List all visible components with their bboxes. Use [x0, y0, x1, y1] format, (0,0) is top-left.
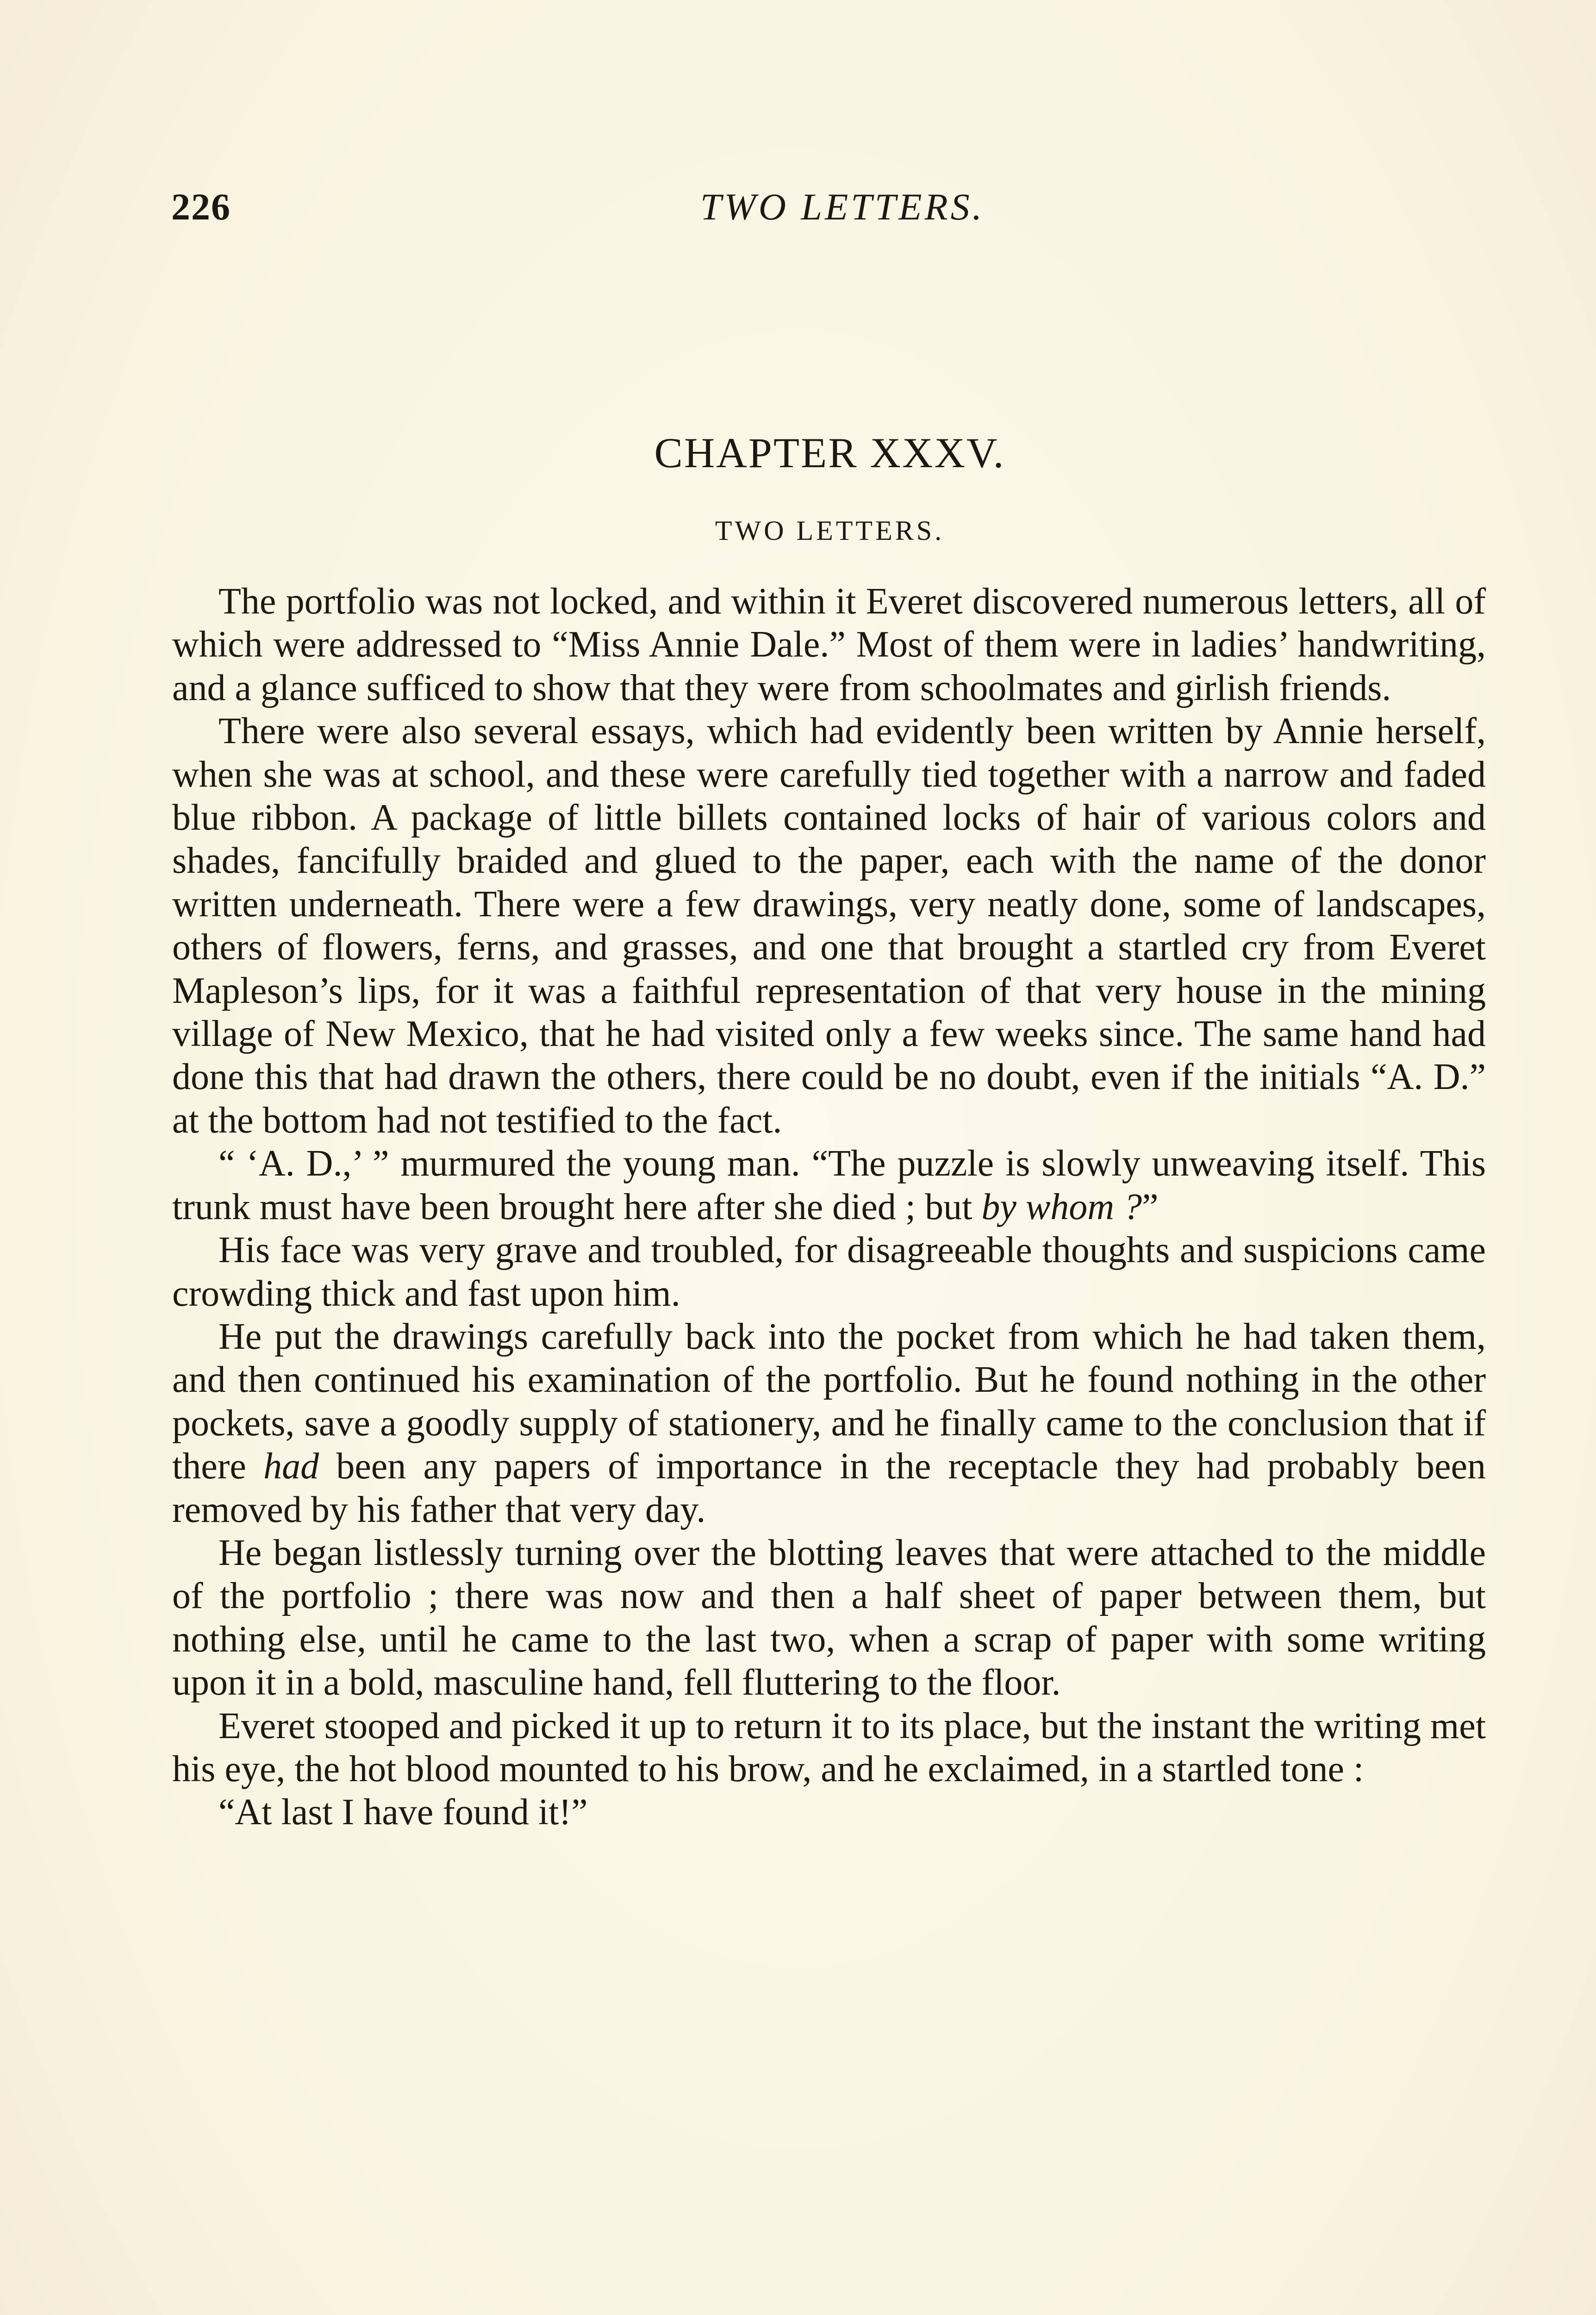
paragraph: [172, 1142, 1486, 1229]
paragraph: He began listlessly turning over the blotting leaves that were attached to the middle of the portfolio ; there was now and then a half sheet of paper between them, but nothing else, until he came to the last two, when a scrap of paper with some writing upon it in a bold, masculine hand, fell fluttering to the floor.: [172, 1532, 1486, 1703]
paragraph-text: He put the drawings carefully back into the pocket from which he had taken them, and then continued his examination of the portfolio. But he found nothing in the other pockets, save a goodly supply of stationery, and he finally came to the conclusion that if there: [172, 1316, 1486, 1487]
paragraph: There were also several essays, which had evidently been written by Annie herself, when she was at school, and these were carefully tied together with a narrow and faded blue ribbon. A package of little billets contained locks of hair of various colors and shades, fancifully braided and glued to the paper, each with the name of the donor written underneath. There were a few drawings, very neatly done, some of landscapes, others of flowers, ferns, and grasses, and one that brought a startled cry from Everet Mapleson’s lips, for it was a faithful representation of that very house in the mining village of New Mexico, that he had visited only a few weeks since. The same hand had done this that had drawn the others, there could be no doubt, even if the initials “A. D.” at the bottom had not testified to the fact.: [172, 711, 1486, 1141]
paragraph-text: “ ‘A. D.,’ ” murmured the young man. “The puzzle is slowly unweaving itself. This trunk must have been brought here after she died ; but: [172, 1143, 1486, 1227]
paragraph-text: been any papers of importance in the receptacle they had probably been removed by his father that very day.: [172, 1446, 1486, 1530]
italic-emphasis: by whom ?: [981, 1186, 1142, 1227]
paragraph-text: ”: [1142, 1186, 1159, 1227]
paragraph: Everet stooped and picked it up to return it to its place, but the instant the writing met his eye, the hot blood mounted to his brow, and he exclaimed, in a startled tone :: [172, 1705, 1486, 1789]
italic-emphasis: had: [263, 1446, 319, 1487]
running-title: TWO LETTERS.: [700, 186, 985, 228]
chapter-subheading: TWO LETTERS.: [715, 515, 945, 546]
paragraph: [172, 1315, 1486, 1532]
chapter-heading: CHAPTER XXXV.: [654, 429, 1005, 476]
page-number: 226: [171, 186, 231, 228]
paragraph: His face was very grave and troubled, for disagreeable thoughts and suspicions came crowding thick and fast upon him.: [172, 1230, 1486, 1314]
page-header: [171, 185, 1486, 241]
chapter-body: [172, 580, 1486, 1834]
paragraph: The portfolio was not locked, and within it Everet discovered numerous letters, all of which were addressed to “Miss Annie Dale.” Most of them were in ladies’ handwriting, and a glance sufficed to show that they were from schoolmates and girlish friends.: [172, 581, 1486, 708]
paragraph: “At last I have found it!”: [218, 1792, 588, 1833]
